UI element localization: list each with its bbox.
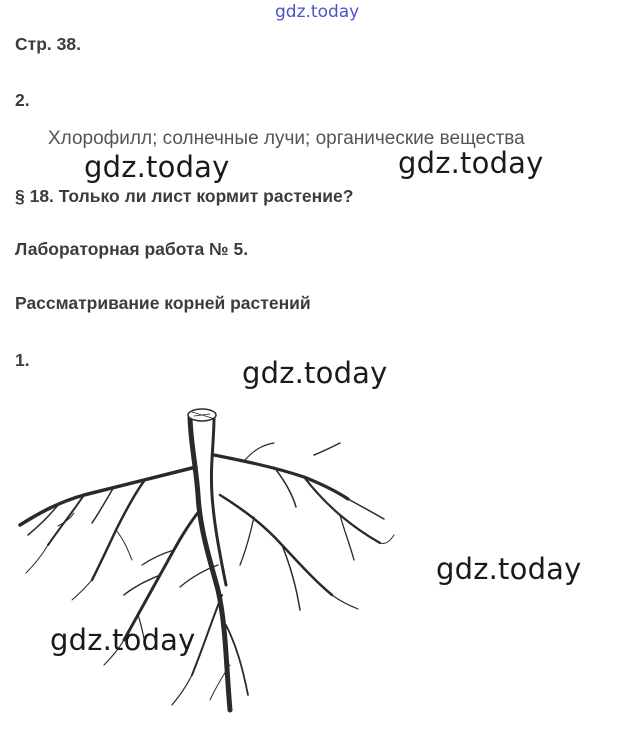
lab-title: Лабораторная работа № 5. [15, 239, 249, 259]
lab-subtitle: Рассматривание корней растений [15, 293, 311, 313]
header-watermark[interactable]: gdz.today [275, 2, 360, 22]
page-reference: Стр. 38. [15, 34, 81, 54]
watermark-text: gdz.today [50, 623, 196, 657]
watermark-text: gdz.today [84, 150, 230, 184]
watermark-text: gdz.today [436, 552, 582, 586]
section-title: § 18. Только ли лист кормит растение? [15, 186, 354, 206]
plant-roots-drawing [14, 395, 399, 715]
watermark-text: gdz.today [242, 356, 388, 390]
watermark-text: gdz.today [398, 146, 544, 180]
task-2-answer: Хлорофилл; солнечные лучи; органические вещества [48, 128, 525, 149]
task-number-1: 1. [15, 350, 30, 370]
task-number-2: 2. [15, 90, 30, 110]
